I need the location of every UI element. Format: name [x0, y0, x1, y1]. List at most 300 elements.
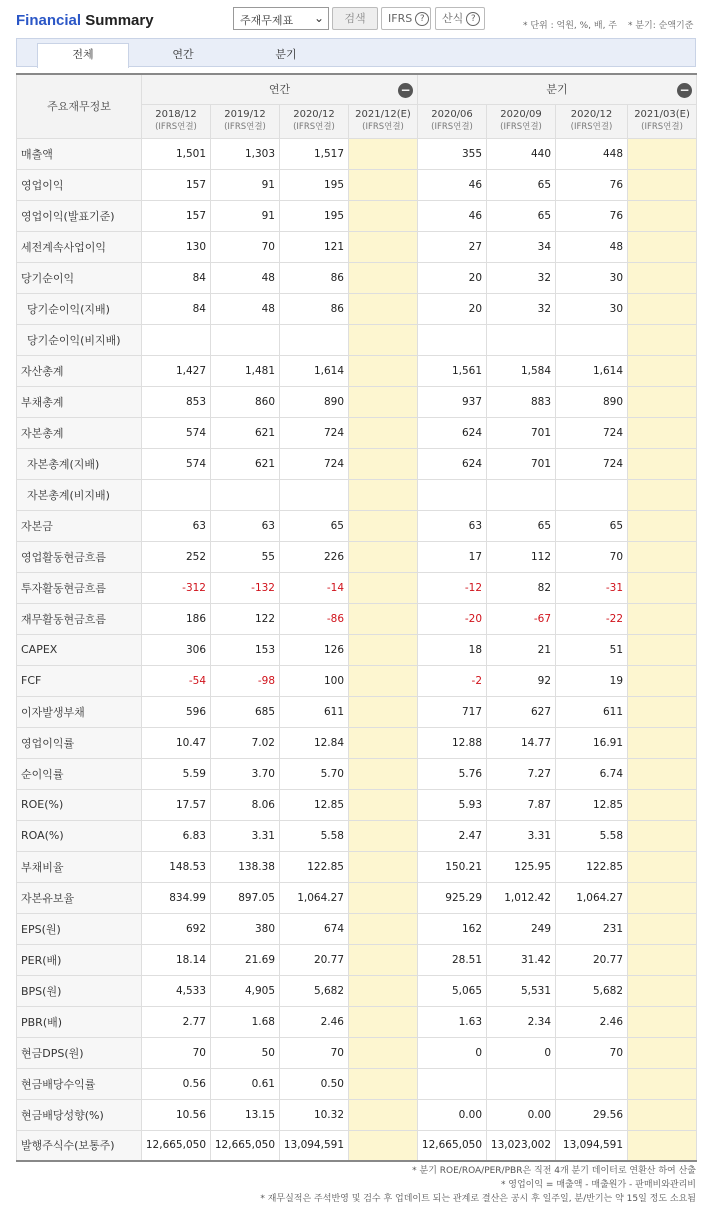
table-cell	[628, 913, 697, 944]
table-cell: 1,517	[280, 138, 349, 169]
row-label: 자본금	[17, 510, 142, 541]
column-header	[628, 104, 697, 138]
column-header	[211, 104, 280, 138]
table-cell: 674	[280, 913, 349, 944]
row-label: 당기순이익	[17, 262, 142, 293]
table-cell: 5,531	[487, 975, 556, 1006]
unit-note: * 단위 : 억원, %, 배, 주	[523, 21, 617, 31]
table-row	[17, 665, 697, 696]
table-cell: 112	[487, 541, 556, 572]
table-cell: 13,094,591	[280, 1130, 349, 1161]
table-cell: 6.83	[142, 820, 211, 851]
table-cell	[628, 448, 697, 479]
table-cell	[628, 758, 697, 789]
table-cell	[487, 324, 556, 355]
table-cell: -312	[142, 572, 211, 603]
table-cell: 685	[211, 696, 280, 727]
table-row	[17, 944, 697, 975]
table-cell	[349, 262, 418, 293]
table-cell: 1.63	[418, 1006, 487, 1037]
table-cell: 5,682	[556, 975, 628, 1006]
table-cell: 0.50	[280, 1068, 349, 1099]
table-cell: 20.77	[280, 944, 349, 975]
table-cell: 5.58	[280, 820, 349, 851]
table-cell	[628, 324, 697, 355]
table-row	[17, 727, 697, 758]
table-cell: 1,614	[280, 355, 349, 386]
table-cell: 5.76	[418, 758, 487, 789]
column-basis: (IFRS연결)	[293, 122, 335, 132]
table-cell	[349, 138, 418, 169]
table-cell: 138.38	[211, 851, 280, 882]
column-basis: (IFRS연결)	[224, 122, 266, 132]
row-label: 당기순이익(비지배)	[17, 324, 142, 355]
table-cell: 701	[487, 417, 556, 448]
table-row	[17, 913, 697, 944]
table-cell: 1,614	[556, 355, 628, 386]
table-cell: 153	[211, 634, 280, 665]
row-label: 당기순이익(지배)	[17, 293, 142, 324]
table-cell	[628, 1006, 697, 1037]
table-cell: 1.68	[211, 1006, 280, 1037]
table-cell: 231	[556, 913, 628, 944]
table-cell: 10.32	[280, 1099, 349, 1130]
quarter-group-header	[418, 74, 697, 104]
table-cell: 91	[211, 200, 280, 231]
table-cell: 100	[280, 665, 349, 696]
tab-all[interactable]: 전체	[37, 43, 129, 68]
table-row	[17, 231, 697, 262]
table-cell	[349, 324, 418, 355]
table-cell: 3.31	[487, 820, 556, 851]
table-cell: 20	[418, 262, 487, 293]
table-cell	[628, 882, 697, 913]
table-cell	[628, 1068, 697, 1099]
table-cell	[628, 696, 697, 727]
table-cell: 84	[142, 262, 211, 293]
table-cell: 130	[142, 231, 211, 262]
table-cell: -31	[556, 572, 628, 603]
table-cell	[349, 169, 418, 200]
table-cell: 195	[280, 169, 349, 200]
table-cell	[628, 417, 697, 448]
statement-type-select[interactable]	[233, 7, 329, 30]
table-cell: 48	[211, 262, 280, 293]
table-cell: 724	[556, 417, 628, 448]
table-cell	[349, 231, 418, 262]
table-cell: 1,012.42	[487, 882, 556, 913]
table-cell: 17.57	[142, 789, 211, 820]
table-cell: 63	[418, 510, 487, 541]
table-cell	[349, 386, 418, 417]
column-period: 2020/09	[500, 109, 542, 120]
table-row	[17, 541, 697, 572]
table-cell: 853	[142, 386, 211, 417]
column-basis: (IFRS연결)	[500, 122, 542, 132]
table-cell	[628, 541, 697, 572]
table-row	[17, 634, 697, 665]
table-cell: 5.59	[142, 758, 211, 789]
table-cell: -132	[211, 572, 280, 603]
row-label: BPS(원)	[17, 975, 142, 1006]
column-period: 2021/12(E)	[355, 109, 411, 120]
table-cell: 621	[211, 448, 280, 479]
table-row	[17, 479, 697, 510]
table-cell	[349, 1130, 418, 1161]
table-cell: 195	[280, 200, 349, 231]
table-cell: 2.46	[556, 1006, 628, 1037]
table-cell	[628, 479, 697, 510]
table-cell: 31.42	[487, 944, 556, 975]
table-cell: 65	[487, 200, 556, 231]
table-cell: 48	[211, 293, 280, 324]
table-cell: 3.31	[211, 820, 280, 851]
annual-group-label: 연간	[268, 83, 291, 97]
row-label: EPS(원)	[17, 913, 142, 944]
table-cell	[349, 417, 418, 448]
table-cell	[628, 1130, 697, 1161]
table-cell	[628, 789, 697, 820]
table-cell: 76	[556, 169, 628, 200]
column-period: 2020/06	[431, 109, 473, 120]
table-cell: -14	[280, 572, 349, 603]
table-cell: 2.34	[487, 1006, 556, 1037]
table-cell: 883	[487, 386, 556, 417]
tab-quarter[interactable]: 분기	[275, 48, 297, 61]
table-cell: 890	[280, 386, 349, 417]
table-cell: 122	[211, 603, 280, 634]
table-cell: 627	[487, 696, 556, 727]
table-cell: 70	[556, 1037, 628, 1068]
table-cell	[349, 665, 418, 696]
table-cell	[349, 572, 418, 603]
table-row	[17, 820, 697, 851]
table-cell: 13,023,002	[487, 1130, 556, 1161]
table-cell: -2	[418, 665, 487, 696]
statement-type-value: 주재무제표	[240, 14, 294, 27]
tab-annual[interactable]: 연간	[172, 48, 194, 61]
collapse-quarter-icon[interactable]: −	[677, 83, 692, 98]
table-cell: 27	[418, 231, 487, 262]
table-cell: 692	[142, 913, 211, 944]
table-cell: 186	[142, 603, 211, 634]
table-row	[17, 262, 697, 293]
table-cell	[628, 169, 697, 200]
column-basis: (IFRS연결)	[155, 122, 197, 132]
table-row	[17, 355, 697, 386]
row-label: 현금배당성향(%)	[17, 1099, 142, 1130]
row-label: 투자활동현금흐름	[17, 572, 142, 603]
row-label: 부채총계	[17, 386, 142, 417]
collapse-annual-icon[interactable]: −	[398, 83, 413, 98]
table-cell: 16.91	[556, 727, 628, 758]
row-label: CAPEX	[17, 634, 142, 665]
table-cell	[418, 1068, 487, 1099]
table-cell	[487, 1068, 556, 1099]
table-cell: 1,064.27	[280, 882, 349, 913]
table-cell: 21.69	[211, 944, 280, 975]
column-basis: (IFRS연결)	[362, 122, 404, 132]
table-cell	[418, 479, 487, 510]
table-cell	[418, 324, 487, 355]
table-cell: -86	[280, 603, 349, 634]
row-label: PBR(배)	[17, 1006, 142, 1037]
table-cell	[349, 1068, 418, 1099]
table-cell	[349, 820, 418, 851]
table-cell: 624	[418, 417, 487, 448]
table-cell: 30	[556, 293, 628, 324]
column-header	[349, 104, 418, 138]
table-row	[17, 1130, 697, 1161]
table-cell: 46	[418, 200, 487, 231]
row-label: 영업이익	[17, 169, 142, 200]
table-cell: 12.84	[280, 727, 349, 758]
table-cell: 162	[418, 913, 487, 944]
column-period: 2020/12	[293, 109, 335, 120]
table-cell	[556, 324, 628, 355]
table-cell: 46	[418, 169, 487, 200]
column-header	[487, 104, 556, 138]
table-cell	[628, 820, 697, 851]
table-cell	[556, 1068, 628, 1099]
table-cell	[628, 1099, 697, 1130]
row-label: 현금배당수익률	[17, 1068, 142, 1099]
table-cell: 724	[280, 417, 349, 448]
table-cell: 724	[556, 448, 628, 479]
table-cell: 4,533	[142, 975, 211, 1006]
table-cell: 701	[487, 448, 556, 479]
table-row	[17, 789, 697, 820]
table-cell	[349, 634, 418, 665]
table-cell	[349, 479, 418, 510]
table-cell	[349, 944, 418, 975]
period-tabs	[16, 38, 696, 67]
table-cell: 0	[418, 1037, 487, 1068]
table-cell: 70	[211, 231, 280, 262]
table-cell: 157	[142, 200, 211, 231]
table-row	[17, 572, 697, 603]
row-label: ROA(%)	[17, 820, 142, 851]
row-label: 순이익률	[17, 758, 142, 789]
table-cell: -67	[487, 603, 556, 634]
table-cell: 5.70	[280, 758, 349, 789]
table-row	[17, 1068, 697, 1099]
table-cell	[349, 603, 418, 634]
table-cell: 63	[211, 510, 280, 541]
formula-help-button[interactable]	[435, 7, 485, 30]
table-cell: 596	[142, 696, 211, 727]
table-cell: 0.00	[418, 1099, 487, 1130]
table-cell: 440	[487, 138, 556, 169]
table-row	[17, 696, 697, 727]
table-cell	[349, 851, 418, 882]
table-cell: 2.47	[418, 820, 487, 851]
table-cell	[349, 882, 418, 913]
row-label: 부채비율	[17, 851, 142, 882]
table-row	[17, 138, 697, 169]
table-cell: 7.87	[487, 789, 556, 820]
table-cell: 897.05	[211, 882, 280, 913]
row-label: 영업활동현금흐름	[17, 541, 142, 572]
table-cell: 860	[211, 386, 280, 417]
table-cell: 10.47	[142, 727, 211, 758]
table-cell: 5.58	[556, 820, 628, 851]
column-period: 2020/12	[570, 109, 613, 120]
column-basis: (IFRS연결)	[641, 122, 683, 132]
table-cell	[628, 510, 697, 541]
table-cell: 10.56	[142, 1099, 211, 1130]
table-cell: 5,682	[280, 975, 349, 1006]
table-cell: 724	[280, 448, 349, 479]
table-cell	[628, 293, 697, 324]
table-cell	[349, 727, 418, 758]
table-cell: -12	[418, 572, 487, 603]
table-cell: 148.53	[142, 851, 211, 882]
table-cell	[349, 200, 418, 231]
table-cell: 1,064.27	[556, 882, 628, 913]
table-cell: 70	[142, 1037, 211, 1068]
table-cell: 1,584	[487, 355, 556, 386]
table-cell: 65	[280, 510, 349, 541]
chevron-down-icon: ⌄	[313, 11, 324, 25]
table-cell: 50	[211, 1037, 280, 1068]
table-row	[17, 386, 697, 417]
row-label: 이자발생부채	[17, 696, 142, 727]
table-cell: 86	[280, 262, 349, 293]
table-cell: 624	[418, 448, 487, 479]
question-icon: ?	[466, 12, 480, 26]
table-cell: 611	[280, 696, 349, 727]
table-cell: 125.95	[487, 851, 556, 882]
table-cell	[628, 944, 697, 975]
quarter-group-label: 분기	[546, 83, 568, 97]
table-cell	[628, 665, 697, 696]
table-cell: 14.77	[487, 727, 556, 758]
row-label: 자본총계	[17, 417, 142, 448]
table-cell	[349, 355, 418, 386]
table-cell: 84	[142, 293, 211, 324]
table-cell: 86	[280, 293, 349, 324]
table-cell: 937	[418, 386, 487, 417]
table-cell	[211, 479, 280, 510]
table-cell: 7.02	[211, 727, 280, 758]
column-period: 2019/12	[224, 109, 266, 120]
table-cell: 1,481	[211, 355, 280, 386]
table-row	[17, 293, 697, 324]
table-row	[17, 169, 697, 200]
ifrs-help-button[interactable]	[381, 7, 431, 30]
table-cell: 1,561	[418, 355, 487, 386]
table-cell: 70	[556, 541, 628, 572]
page-title-part2: Summary	[85, 12, 154, 29]
table-cell	[628, 634, 697, 665]
ifrs-help-label: IFRS	[388, 12, 413, 25]
table-cell: 834.99	[142, 882, 211, 913]
footnote: * 분기 ROE/ROA/PER/PBR은 직전 4개 분기 데이터로 연환산 하여 산출	[412, 1166, 696, 1176]
table-cell: 30	[556, 262, 628, 293]
table-cell	[349, 510, 418, 541]
table-cell: 150.21	[418, 851, 487, 882]
column-basis: (IFRS연결)	[431, 122, 473, 132]
table-cell	[349, 1006, 418, 1037]
row-label: PER(배)	[17, 944, 142, 975]
table-cell: 18.14	[142, 944, 211, 975]
table-cell: 19	[556, 665, 628, 696]
table-cell: 76	[556, 200, 628, 231]
table-cell	[349, 789, 418, 820]
table-cell: 0	[487, 1037, 556, 1068]
table-cell: 306	[142, 634, 211, 665]
table-cell: -20	[418, 603, 487, 634]
table-cell: 121	[280, 231, 349, 262]
table-cell: 48	[556, 231, 628, 262]
row-label: 영업이익(발표기준)	[17, 200, 142, 231]
table-cell: 13.15	[211, 1099, 280, 1130]
table-cell	[628, 727, 697, 758]
table-cell	[349, 758, 418, 789]
table-cell: 0.61	[211, 1068, 280, 1099]
table-cell: 574	[142, 448, 211, 479]
table-cell: 8.06	[211, 789, 280, 820]
table-cell	[628, 138, 697, 169]
footnote: * 영업이익 = 매출액 - 매출원가 - 판매비와관리비	[500, 1180, 696, 1190]
table-cell	[280, 324, 349, 355]
table-cell: 355	[418, 138, 487, 169]
table-cell: 5,065	[418, 975, 487, 1006]
table-cell: 1,303	[211, 138, 280, 169]
row-label: 자본총계(지배)	[17, 448, 142, 479]
search-button[interactable]: 검색	[332, 7, 378, 30]
row-label: 자본유보율	[17, 882, 142, 913]
table-row	[17, 417, 697, 448]
table-cell: 1,427	[142, 355, 211, 386]
table-cell: 0.00	[487, 1099, 556, 1130]
row-label: 발행주식수(보통주)	[17, 1130, 142, 1161]
table-cell: 621	[211, 417, 280, 448]
table-row	[17, 882, 697, 913]
table-cell: 29.56	[556, 1099, 628, 1130]
table-row	[17, 603, 697, 634]
row-label: 영업이익률	[17, 727, 142, 758]
table-cell: 7.27	[487, 758, 556, 789]
table-cell: 249	[487, 913, 556, 944]
column-period: 2018/12	[155, 109, 197, 120]
table-row	[17, 448, 697, 479]
page-title-part1: Financial	[16, 12, 82, 29]
table-cell: 12,665,050	[142, 1130, 211, 1161]
table-cell: 32	[487, 262, 556, 293]
row-label: 자본총계(비지배)	[17, 479, 142, 510]
table-cell: 2.77	[142, 1006, 211, 1037]
footnotes	[260, 1164, 696, 1206]
table-cell: 380	[211, 913, 280, 944]
row-label: 세전계속사업이익	[17, 231, 142, 262]
table-cell: 157	[142, 169, 211, 200]
table-cell: 12.85	[280, 789, 349, 820]
table-cell: 63	[142, 510, 211, 541]
table-cell: 6.74	[556, 758, 628, 789]
row-header-cell: 주요재무정보	[17, 74, 142, 138]
table-cell: 65	[487, 169, 556, 200]
table-cell: 2.46	[280, 1006, 349, 1037]
table-row	[17, 758, 697, 789]
table-cell: 3.70	[211, 758, 280, 789]
table-cell	[628, 262, 697, 293]
table-cell: 12,665,050	[211, 1130, 280, 1161]
question-icon: ?	[415, 12, 429, 26]
column-header	[418, 104, 487, 138]
table-row	[17, 510, 697, 541]
